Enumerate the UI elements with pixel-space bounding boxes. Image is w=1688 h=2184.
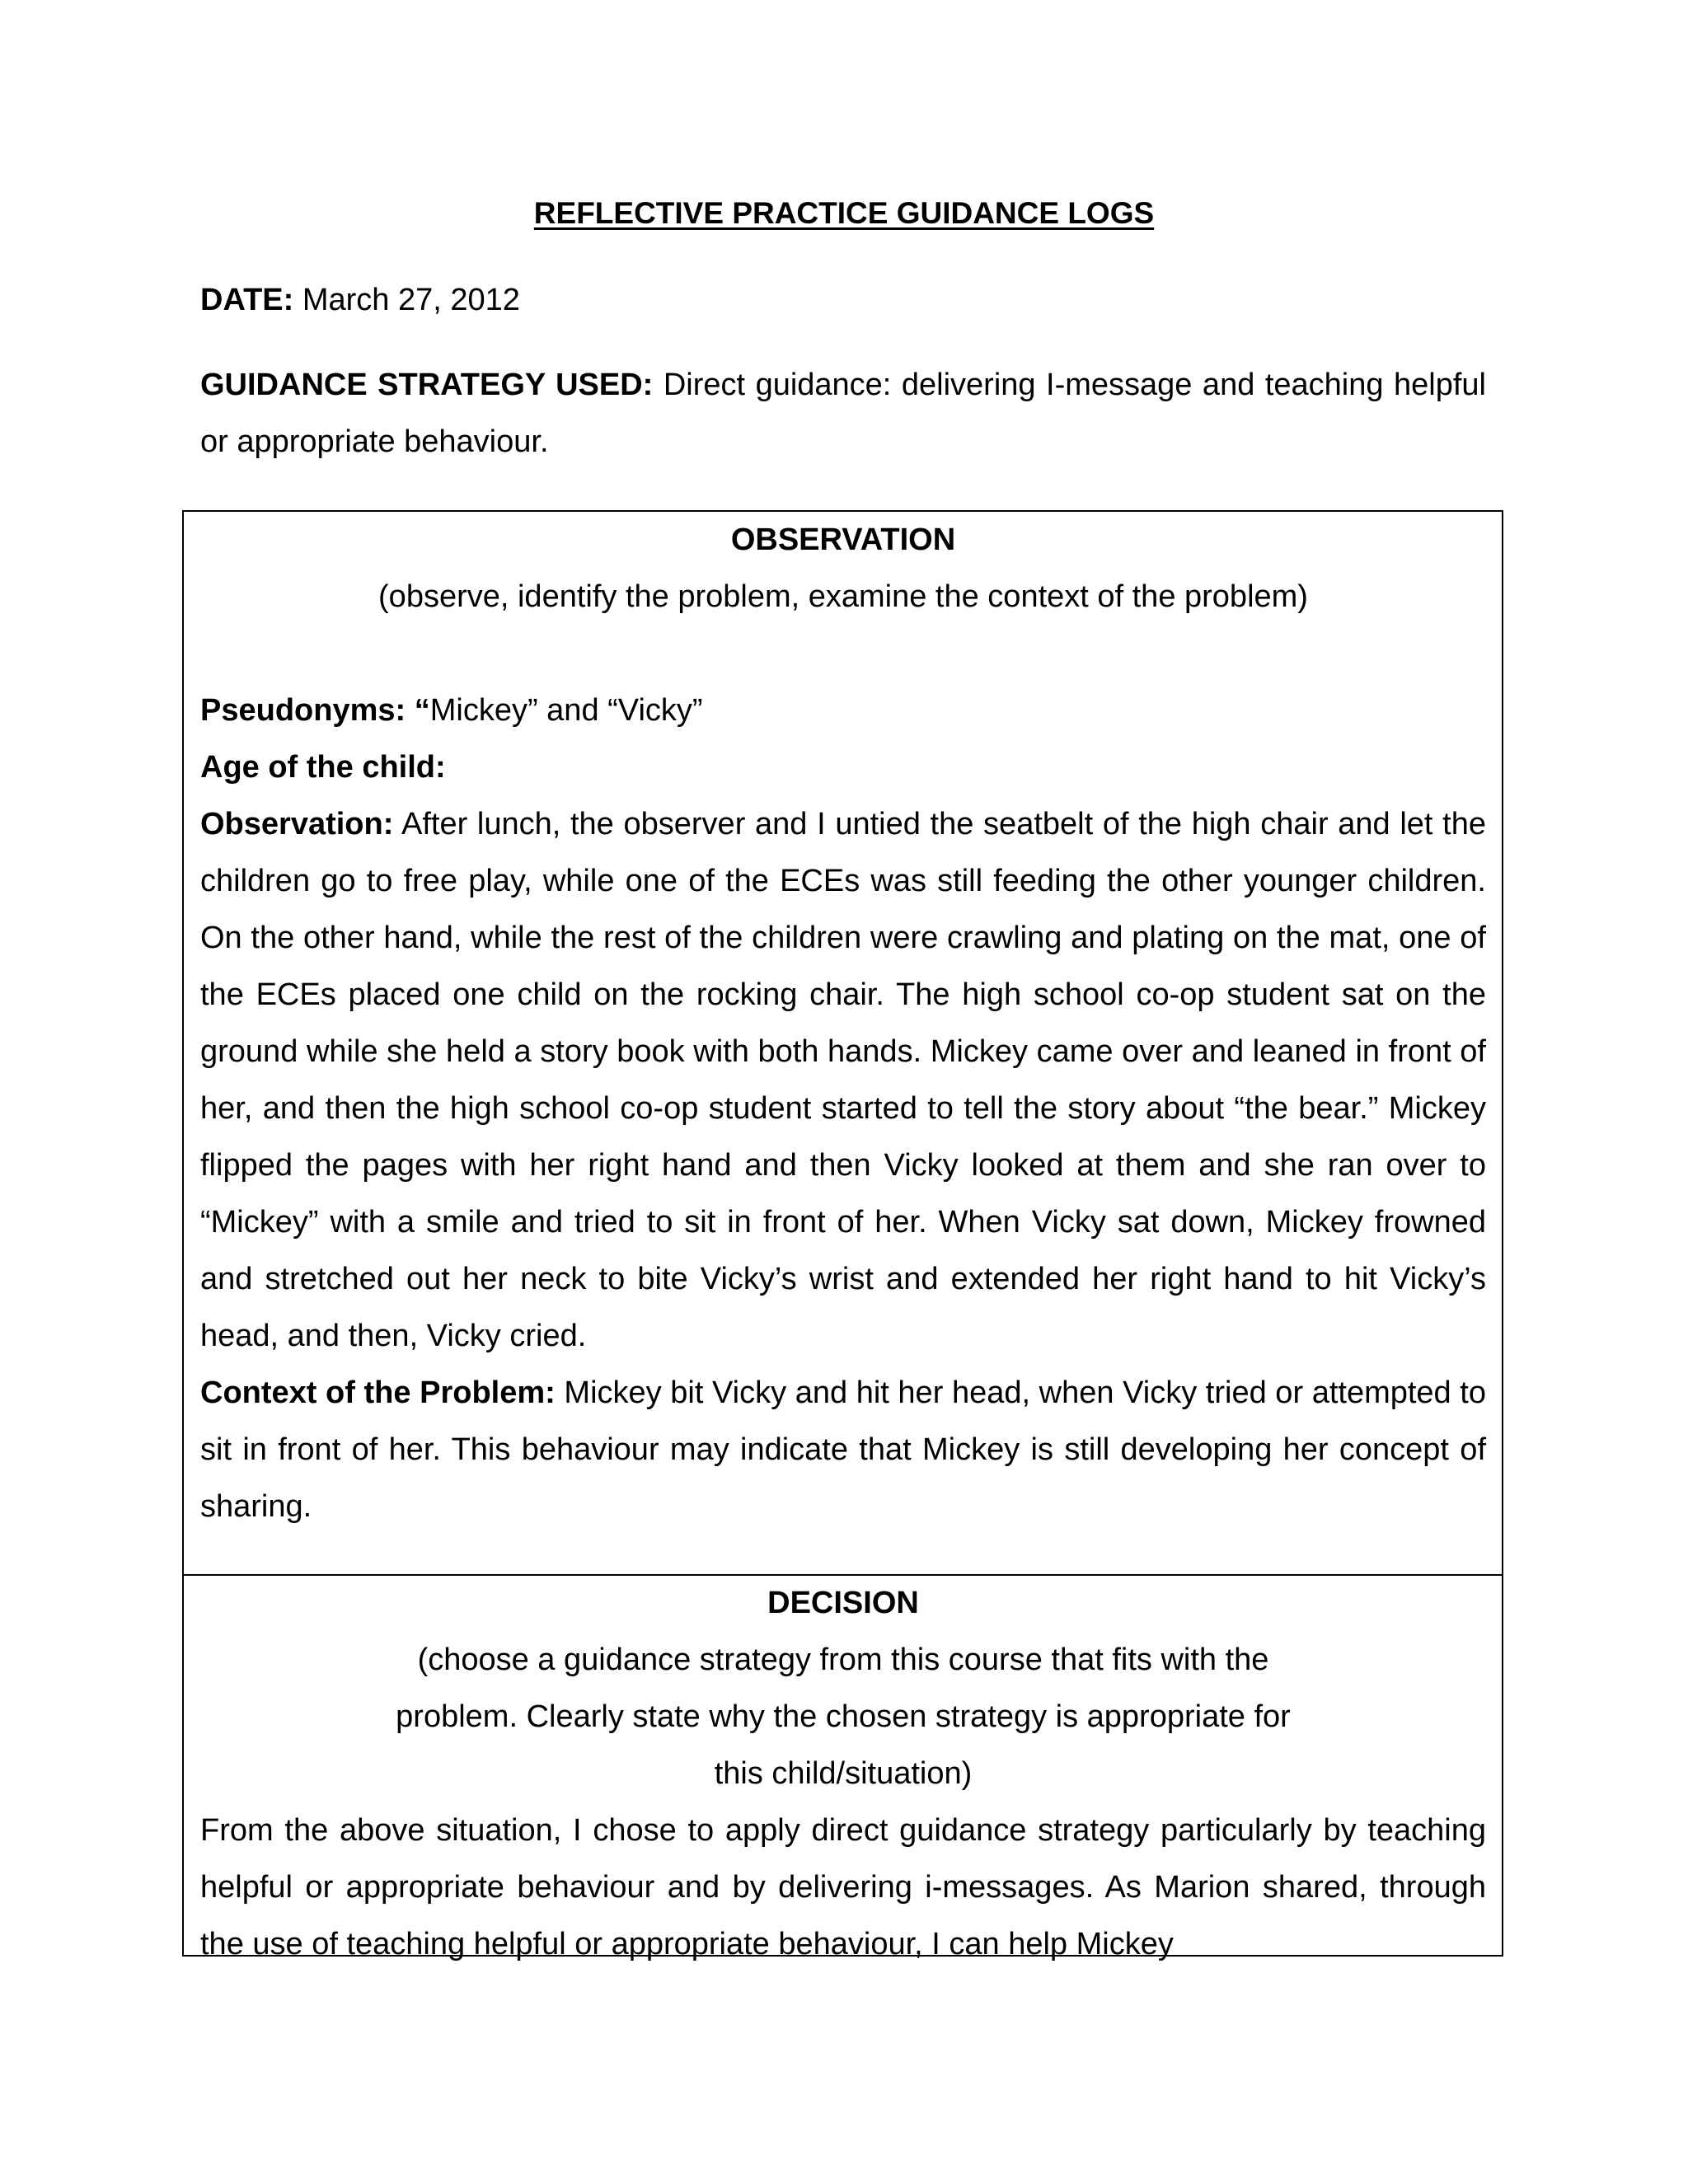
observation-label: Observation:: [200, 807, 394, 841]
date-value: March 27, 2012: [302, 283, 520, 317]
observation-paragraph: [200, 796, 1486, 1365]
context-paragraph: [200, 1365, 1486, 1535]
age-label: Age of the child:: [200, 750, 446, 785]
guidance-log-table: [182, 510, 1503, 1961]
date-label: DATE:: [200, 283, 294, 317]
strategy-value: Direct guidance: delivering I-message and teaching helpful or appropriate behaviour.: [200, 368, 1486, 459]
strategy-line: [200, 357, 1486, 471]
date-line: [200, 272, 1486, 329]
observation-heading: OBSERVATION: [730, 523, 956, 557]
context-label: Context of the Problem:: [200, 1376, 556, 1410]
observation-text: After lunch, the observer and I untied the seatbelt of the high chair and let the children go to free play, while one of the ECEs was still feeding the other younger children. On the other hand, while the rest of the children were crawling and plating on the mat, one of the ECEs placed one child on the rocking chair. The high school co-op student sat on the ground while she held a story book with both hands. Mickey came over and leaned in front of her, and then the high school co-op student started to tell the story about “the bear.” Mickey flipped the pages with her right hand and then Vicky looked at them and she ran over to “Mickey” with a smile and tried to sit in front of her. When Vicky sat down, Mickey frowned and stretched out her neck to bite Vicky’s wrist and extended her right hand to hit Vicky’s head, and then, Vicky cried.: [200, 807, 1486, 1353]
pseudonyms-value: Mickey” and “Vicky”: [429, 693, 703, 728]
document-title: REFLECTIVE PRACTICE GUIDANCE LOGS: [533, 196, 1155, 230]
context-text: Mickey bit Vicky and hit her head, when Vicky tried or attempted to sit in front of her. This behaviour may indicate that Mickey is still developing her concept of sharing.: [200, 1376, 1486, 1524]
decision-subheading: (choose a guidance strategy from this course that fits with the problem. Clearly state why the chosen strategy is appropriate for this child/situation): [396, 1643, 1291, 1791]
decision-heading: DECISION: [767, 1586, 919, 1620]
pseudonyms-line: [200, 682, 1486, 739]
observation-subheading: (observe, identify the problem, examine the context of the problem): [378, 579, 1308, 614]
pseudonyms-label: Pseudonyms: “: [200, 693, 430, 728]
strategy-label: GUIDANCE STRATEGY USED:: [200, 368, 654, 402]
decision-paragraph: From the above situation, I chose to apply direct guidance strategy particularly by teaching helpful or appropriate behaviour and by delivering i-messages. As Marion shared, through the use of teaching helpful or appropriate behaviour, I can help Mickey: [200, 1813, 1486, 1961]
